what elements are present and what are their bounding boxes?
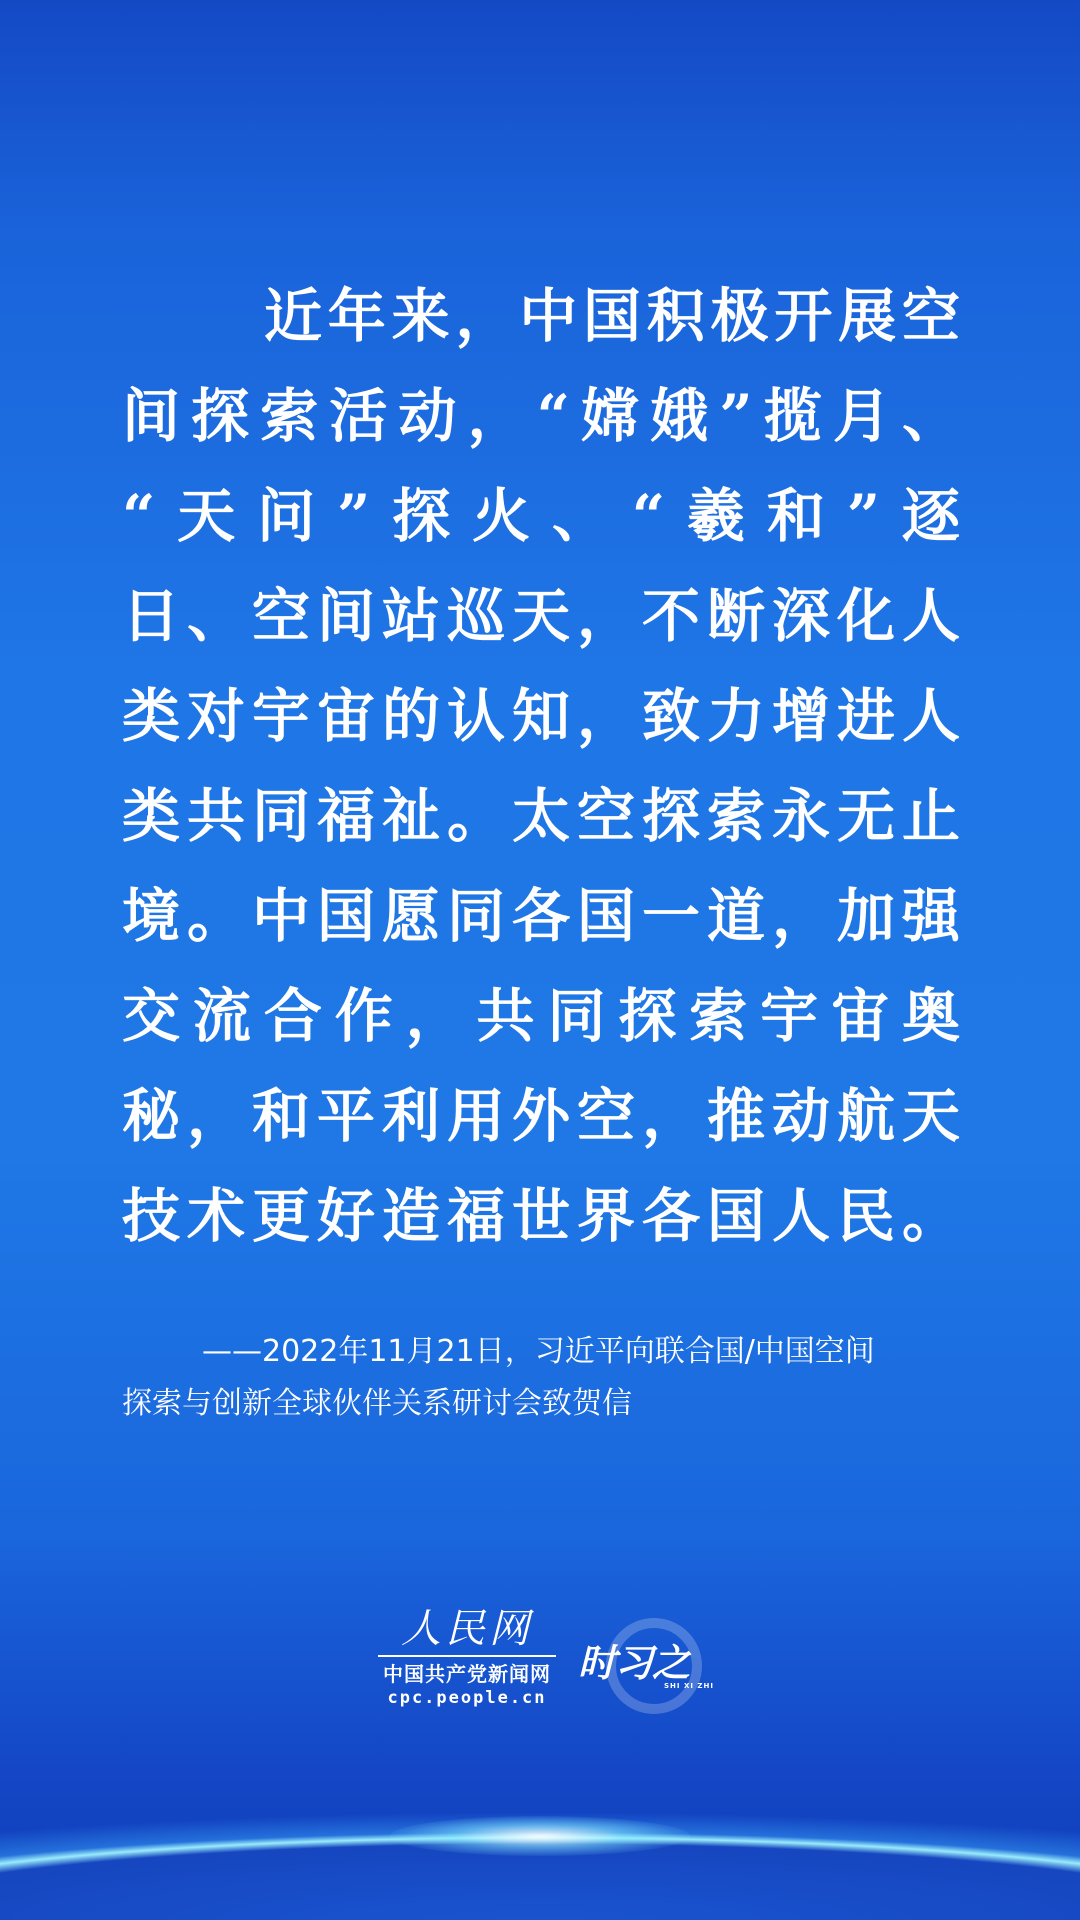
quote-line: 类共同福祉。太空探索永无止: [122, 782, 962, 850]
citation-line-1: ——2022年11月21日，习近平向联合国/中国空间: [202, 1334, 875, 1369]
quote-line: 类对宇宙的认知，致力增进人: [122, 682, 962, 750]
quote-line: 秘，和平利用外空，推动航天: [122, 1082, 962, 1150]
quote-line: 间探索活动，“嫦娥”揽月、: [122, 382, 962, 450]
quote-line: 日、空间站巡天，不断深化人: [122, 582, 962, 650]
quote-line: 近年来，中国积极开展空: [264, 282, 962, 350]
people-daily-logo: [378, 1605, 556, 1709]
quote-line: 境。中国愿同各国一道，加强: [122, 882, 962, 950]
sunrise-glow: [390, 1816, 690, 1856]
citation: [122, 1326, 982, 1430]
shixizhi-pinyin: SHI XI ZHI: [664, 1682, 714, 1690]
quote-line: 交流合作，共同探索宇宙奥: [122, 982, 962, 1050]
people-cn-name: 中国共产党新闻网: [383, 1662, 551, 1686]
people-script-logo: 人民网: [401, 1606, 533, 1652]
shixizhi-title: 时习之: [578, 1641, 690, 1685]
quote-line: 技术更好造福世界各国人民。: [122, 1182, 962, 1250]
quote-line: “天问”探火、“羲和”逐: [122, 482, 962, 550]
people-url: cpc.people.cn: [387, 1688, 547, 1708]
logo-divider: [378, 1655, 556, 1657]
shixizhi-logo: [578, 1610, 718, 1720]
citation-line-2: 探索与创新全球伙伴关系研讨会致贺信: [122, 1386, 632, 1421]
